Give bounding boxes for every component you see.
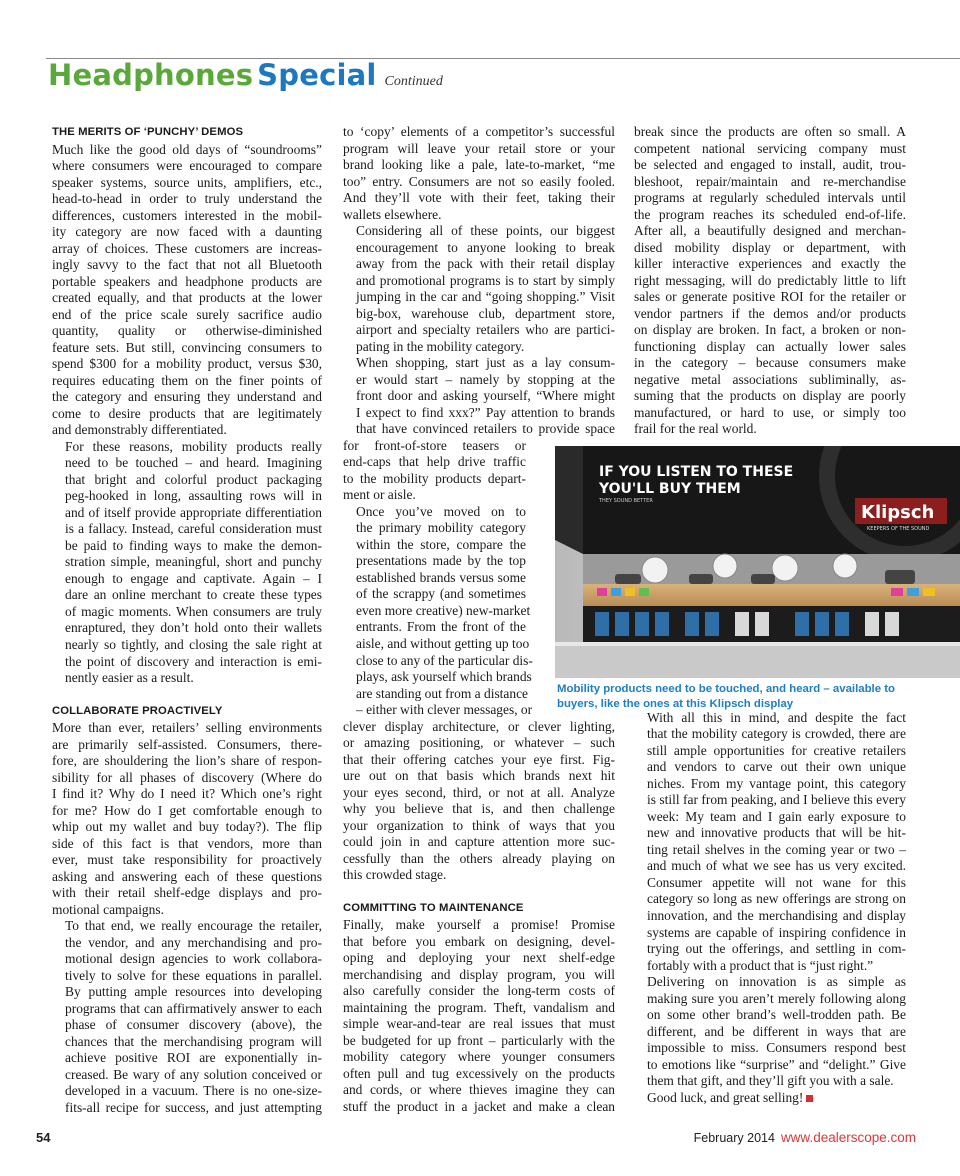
text-line: killer interactive experiences and exactly the (634, 256, 906, 272)
header-continued: Continued (384, 74, 443, 89)
text-line: end of the price scale surely sacrifice audio (52, 306, 322, 322)
text-line: niches. From my vantage point, this category (647, 775, 906, 791)
text-line: established brands versus some (356, 569, 526, 585)
spacer (343, 884, 615, 900)
text-line: Delivering on innovation is as simple as (647, 974, 906, 990)
text-line: created equally, and that products at the lower (52, 290, 322, 306)
text-line: category so long as new offerings are strong on (647, 891, 906, 907)
text-line: could join in and capture attention more suc- (343, 834, 615, 850)
text-line: nently easier as a result. (65, 670, 194, 686)
issue-date: February 2014 (693, 1131, 775, 1145)
text-line: of the scrappy (and sometimes (356, 586, 526, 602)
text-line: airport and specialty retailers who are partici- (356, 322, 615, 338)
text-line: and of itself provide appropriate differentiation (65, 504, 322, 520)
text-line: with their retail shelf-edge displays and pro- (52, 885, 322, 901)
text-line: mobility category where younger consumers (343, 1049, 615, 1065)
text-line: are primarily self-assisted. Consumers, there- (52, 736, 322, 752)
text-line: jumping in the car and “going shopping.” Visit (356, 289, 615, 305)
text-line: motional campaigns. (52, 901, 164, 917)
text-line: that the mobility category is crowded, there are (647, 726, 906, 742)
text-line: ity category are now faced with a daunting (52, 224, 322, 240)
text-line: too” entry. Consumers are not so easily fooled. (343, 173, 615, 189)
text-line: the category and ensuring they understand and (52, 389, 322, 405)
text-line: or amazing positioning, or whatever – such (343, 735, 615, 751)
photo-headline-1: IF YOU LISTEN TO THESE (599, 464, 794, 480)
text-line: also carefully consider the long-term costs of (343, 983, 615, 999)
text-line: tively to solve for these equations in parallel. (65, 967, 322, 983)
text-line: whip out my wallet and buy today?). The flip (52, 819, 322, 835)
text-line: this crowded stage. (343, 867, 447, 883)
paragraph (634, 1090, 906, 1107)
text-line: head-to-head in order to truly understand the (52, 191, 322, 207)
text-line: For these reasons, mobility products really (65, 438, 322, 454)
photo-illustration (555, 446, 960, 678)
wrap-block (343, 437, 533, 719)
text-line: enough to engage and captivate. Again – I (65, 570, 322, 586)
text-line: differences, customers interested in the mobil- (52, 207, 322, 223)
page-number: 54 (36, 1130, 51, 1145)
text-line: for front-of-store teasers or (343, 437, 526, 453)
text-line: Much like the good old days of “soundrooms” (52, 141, 322, 157)
klipsch-display-photo (555, 446, 960, 678)
text-line: within the store, compare the (356, 536, 526, 552)
paragraph (52, 918, 322, 1116)
text-line: entrants. From the front of the (356, 619, 526, 635)
text-line: To that end, we really encourage the retailer, (65, 918, 322, 934)
text-line: still ample opportunities for creative retailers (647, 742, 906, 758)
text-line: array of choices. These customers are increas- (52, 240, 322, 256)
text-line: developed in a vacuum. There is no one-size- (65, 1083, 322, 1099)
photo-brand: Klipsch (861, 502, 935, 523)
paragraph (343, 223, 615, 355)
text-line: ure out on that basis which brands next hit (343, 768, 615, 784)
text-line: to ‘copy’ elements of a competitor’s successful (343, 124, 615, 139)
text-line: ting retail shelves in the coming year or two – (647, 841, 906, 857)
text-line: that bright and colorful product packaging (65, 471, 322, 487)
text-line: peg-hooked in long, assaulting rows will in (65, 488, 322, 504)
text-line: and demonstrably differentiated. (52, 422, 227, 438)
text-line: When shopping, start just as a lay consum- (356, 355, 615, 371)
text-line: Finally, make yourself a promise! Promise (343, 917, 615, 933)
text-line: to emotions like “surprise” and “delight.” Give (647, 1056, 906, 1072)
text-line: close to any of the particular dis- (356, 652, 533, 668)
subhead-collaborate: COLLABORATE PROACTIVELY (52, 704, 223, 717)
photo-headline-2: YOU'LL BUY THEM (599, 481, 741, 497)
text-line: pating in the mobility category. (356, 338, 525, 354)
text-line: quantity, quality or otherwise-diminished (52, 323, 322, 339)
text-line: motional design agencies to work collabora- (65, 951, 322, 967)
text-line: programs that can affirmatively answer to each (65, 1000, 322, 1016)
text-line: stuff the product in a jacket and make a clean (343, 1098, 615, 1114)
text-line: ever, must take responsibility for proactively (52, 852, 322, 868)
text-line: ingly savvy to the fact that not all Bluetooth (52, 257, 322, 273)
text-line: dised mobility display or department, with (634, 239, 906, 255)
text-line: front door and asking yourself, “Where might (356, 388, 615, 404)
text-line: sibility for all phases of discovery (Where do (52, 769, 322, 785)
text-line: clever display architecture, or clever lighting, (343, 718, 615, 734)
text-line: frail for the real world. (634, 421, 757, 437)
paragraph (52, 142, 322, 439)
text-line: encouragement to anyone looking to break (356, 239, 615, 255)
text-line: I find it? Why do I need it? Which one’s right (52, 786, 322, 802)
text-line: is still far from peaking, and I believe this every (647, 792, 906, 808)
text-line: the point of discovery and interaction is emi- (65, 653, 322, 669)
text-line: the program reaches its scheduled end-of-life. (634, 206, 906, 222)
text-line: suming that the products on display are poorly (634, 388, 906, 404)
text-line: them that gift, and they’ll gift you with a sale. (647, 1073, 894, 1089)
text-line: Once you’ve moved on to (356, 503, 526, 519)
paragraph (343, 124, 615, 223)
text-line: vendor partners if the demos and/or products (634, 305, 906, 321)
text-line: to the mobility products depart- (343, 470, 526, 486)
spacer (52, 687, 322, 703)
text-line: where consumers were encouraged to compare (52, 158, 322, 174)
text-line: dare an online merchant to create these types (65, 587, 322, 603)
photo-caption: Mobility products need to be touched, and heard – available to buyers, like the ones at this Klipsch display (557, 683, 895, 710)
text-line: I expect to find xxx?” Pay attention to brands (356, 404, 615, 420)
text-line: that before you embark on designing, devel- (343, 933, 615, 949)
text-line: week: My team and I gain early exposure to (647, 808, 906, 824)
text-line: spend $300 for a mobility product, versus $30, (52, 356, 322, 372)
text-line: trying out the offerings, and settling in com- (647, 941, 906, 957)
text-line: By putting ample resources into developing (65, 984, 322, 1000)
text-line: and cords, or where thieves imagine they can (343, 1082, 615, 1098)
text-line: fore, are shouldering the lion’s share of respon- (52, 753, 322, 769)
text-line: chances that the merchandising program will (65, 1033, 322, 1049)
text-line: oping and deploying your next shelf-edge (343, 950, 615, 966)
text-line: the primary mobility category (356, 520, 526, 536)
paragraph (343, 355, 615, 438)
text-line: new and innovative products that will be hit- (647, 825, 906, 841)
text-line: asking and answering each of these questions (52, 868, 322, 884)
closing-line: Good luck, and great selling! (647, 1089, 804, 1105)
paragraph (343, 719, 615, 884)
text-line: phase of consumer discovery (above), the (65, 1017, 322, 1033)
text-line: requires educating them on the finer points of (52, 372, 322, 388)
text-line: making sure you aren’t merely following along (647, 990, 906, 1006)
text-line: be paid to finding ways to make the demon- (65, 537, 322, 553)
text-line: side of this fact is that vendors, more than (52, 835, 322, 851)
paragraph (343, 917, 615, 1115)
text-line: be selected and engaged to install, audit, trou- (634, 157, 906, 173)
text-line: bleshoot, repair/maintain and re-merchandise (634, 173, 906, 189)
text-line: your eyes second, third, or not at all. Analyze (343, 784, 615, 800)
paragraph (634, 974, 906, 1090)
text-line: be budgeted for up front – particularly with the (343, 1032, 615, 1048)
text-line: nearly so tightly, and closing the sale right at (65, 636, 322, 652)
text-line: impossible to miss. Consumers respond best (647, 1040, 906, 1056)
text-line: More than ever, retailers’ selling environments (52, 720, 322, 736)
subhead-maintenance: COMMITTING TO MAINTENANCE (343, 901, 524, 914)
text-line: aisle, and without getting up too (356, 635, 530, 651)
text-line: brand looking like a pale, late-to-market, “me (343, 157, 615, 173)
text-line: away from the pack with their retail display (356, 256, 615, 272)
photo-brand-tag: KEEPERS OF THE SOUND (867, 526, 930, 532)
paragraph (634, 124, 906, 438)
text-line: speaker systems, source units, amplifiers, etc., (52, 174, 322, 190)
text-line: enraptured, they don’t hold onto their wallets (65, 620, 322, 636)
article-column-1 (52, 124, 322, 1116)
end-mark-icon (806, 1095, 813, 1102)
text-line: negative metal associations subliminally, as- (634, 371, 906, 387)
text-line: and much of what we see has us very excited. (647, 858, 906, 874)
paragraph (343, 438, 526, 504)
footer-issue-line (694, 1130, 916, 1145)
text-line: why you believe that is, and then challenge (343, 801, 615, 817)
text-line: big-box, warehouse club, department store, (356, 305, 615, 321)
text-line: the vendor, and any merchandising and pro- (65, 934, 322, 950)
photo-tagline: THEY SOUND BETTER (599, 498, 653, 504)
text-line: different, and be different in ways that are (647, 1023, 906, 1039)
text-line: end-caps that help drive traffic (343, 454, 526, 470)
text-line: and promotional programs is to start by simply (356, 272, 615, 288)
section-header (48, 58, 443, 100)
header-title-special: Special (257, 58, 377, 92)
text-line: feature sets. But still, convincing consumers to (52, 339, 322, 355)
text-line: competent national servicing company must (634, 140, 906, 156)
text-line: systems are capable of inspiring confidence in (647, 924, 906, 940)
text-line: often pull and tug excessively on the products (343, 1065, 615, 1081)
text-line: program will leave your retail store or your (343, 140, 615, 156)
paragraph (52, 439, 322, 687)
text-line: come to desire products that are legitimately (52, 405, 322, 421)
text-line: fortably with a product that is “just right.” (647, 957, 874, 973)
subhead-merits: THE MERITS OF ‘PUNCHY’ DEMOS (52, 126, 244, 138)
text-line: break since the products are often so small. A (634, 124, 906, 139)
text-line: creased. Be wary of any solution conceived or (65, 1066, 322, 1082)
text-line: portable speakers and headphone products are (52, 273, 322, 289)
text-line: innovation, and the merchandising and display (647, 907, 906, 923)
text-line: that have convinced retailers to provide space (356, 421, 615, 437)
text-line: need to be touched – and heard. Imagining (65, 455, 322, 471)
text-line: sales or generate positive ROI for the retailer or (634, 289, 906, 305)
paragraph (343, 503, 533, 719)
text-line: right messaging, will do predictably little to lift (634, 272, 906, 288)
text-line: that their offering catches your eye first. Fig- (343, 751, 615, 767)
text-line: presentations made by the top (356, 553, 526, 569)
paragraph (52, 720, 322, 918)
text-line: manufactured, or hard to use, or simply too (634, 404, 906, 420)
text-line: and vendors to carve out their own unique (647, 759, 906, 775)
text-line: Consumer appetite will not wane for this (647, 874, 906, 890)
text-line: simple wear-and-tear are real issues that must (343, 1016, 615, 1032)
paragraph (634, 710, 906, 974)
text-line: is a fallacy. Instead, careful consideration must (65, 521, 322, 537)
text-line: ment or aisle. (343, 487, 416, 503)
text-line: fits-all recipe for success, and just attempting (65, 1099, 322, 1115)
text-line: programs at regularly scheduled intervals until (634, 190, 906, 206)
text-line: After all, a beautifully designed and merchan- (634, 223, 906, 239)
text-line: on some other brand’s well-trodden path. Be (647, 1007, 906, 1023)
text-line: achieve positive ROI are exponentially in- (65, 1050, 322, 1066)
text-line: in the category – because consumers make (634, 355, 906, 371)
text-line: wallets elsewhere. (343, 206, 442, 222)
text-line: – either with clever messages, or (356, 702, 533, 718)
text-line: Considering all of these points, our biggest (356, 223, 615, 239)
text-line: plays, ask yourself which brands (356, 669, 532, 685)
website-url: www.dealerscope.com (780, 1130, 916, 1145)
text-line: your organization to think of ways that you (343, 817, 615, 833)
text-line: merchandising and display program, you will (343, 966, 615, 982)
text-line: are standing out from a distance (356, 685, 529, 701)
text-line: for me? How do I get comfortable enough to (52, 802, 322, 818)
text-line: of magic moments. When consumers are truly (65, 603, 322, 619)
text-line: er would start – namely by stopping at the (356, 371, 615, 387)
text-line: even more creative) new-market (356, 602, 531, 618)
text-line: stration simple, meaningful, short and punchy (65, 554, 322, 570)
text-line: on display are broken. In fact, a broken or non- (634, 322, 906, 338)
text-line: With all this in mind, and despite the fact (647, 709, 906, 725)
header-title-headphones: Headphones (48, 58, 254, 92)
text-line: cessfully than the others already playing on (343, 850, 615, 866)
text-line: maintaining the program. Theft, vandalism and (343, 999, 615, 1015)
text-line: And they’ll vote with their feet, taking their (343, 190, 615, 206)
text-line: functioning display can actually lower sales (634, 338, 906, 354)
